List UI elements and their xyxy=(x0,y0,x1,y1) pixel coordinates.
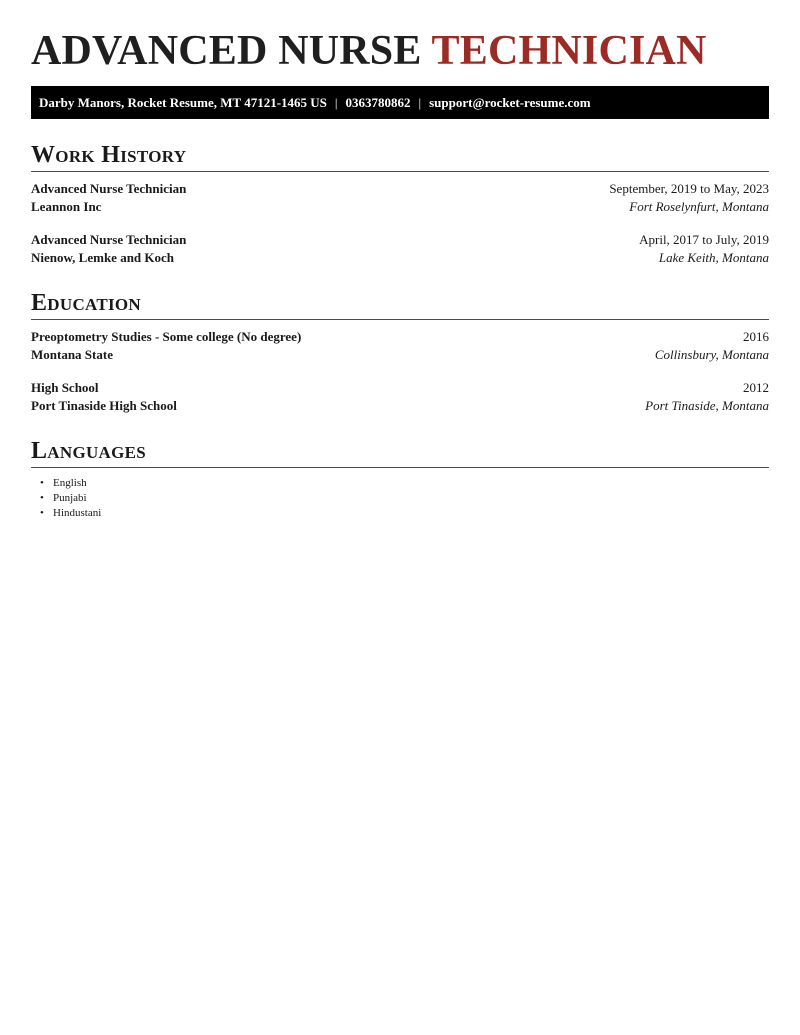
bullet-icon: • xyxy=(40,507,44,519)
education-school: Montana State xyxy=(31,347,113,362)
education-section xyxy=(31,289,769,415)
contact-address: Darby Manors, Rocket Resume, MT 47121-1465 US xyxy=(39,95,327,110)
education-entry xyxy=(31,328,769,364)
contact-phone: 0363780862 xyxy=(345,95,411,110)
title-primary: ADVANCED NURSE xyxy=(31,28,422,74)
work-entry xyxy=(31,180,769,216)
bullet-icon: • xyxy=(40,477,44,489)
language-label: Punjabi xyxy=(53,492,87,504)
contact-bar xyxy=(31,86,769,119)
language-item xyxy=(40,476,769,491)
resume-title xyxy=(31,0,769,74)
bullet-icon: • xyxy=(40,492,44,504)
job-role: Advanced Nurse Technician xyxy=(31,232,187,247)
languages-heading: Languages xyxy=(31,437,769,468)
education-entry xyxy=(31,379,769,415)
contact-separator: | xyxy=(334,95,338,110)
job-dates: September, 2019 to May, 2023 xyxy=(609,181,769,196)
job-dates: April, 2017 to July, 2019 xyxy=(639,232,769,247)
job-location: Fort Roselynfurt, Montana xyxy=(629,199,769,214)
work-history-section xyxy=(31,141,769,267)
job-company: Leannon Inc xyxy=(31,199,102,214)
language-item xyxy=(40,506,769,521)
language-label: Hindustani xyxy=(53,507,102,519)
education-location: Port Tinaside, Montana xyxy=(645,398,769,413)
title-accent: TECHNICIAN xyxy=(431,28,707,74)
contact-separator: | xyxy=(418,95,422,110)
languages-section xyxy=(31,437,769,521)
work-history-heading: Work History xyxy=(31,141,769,172)
education-degree: Preoptometry Studies - Some college (No degree) xyxy=(31,329,302,344)
job-company: Nienow, Lemke and Koch xyxy=(31,250,175,265)
education-degree: High School xyxy=(31,380,99,395)
language-item xyxy=(40,491,769,506)
language-label: English xyxy=(53,477,87,489)
job-location: Lake Keith, Montana xyxy=(658,250,769,265)
job-role: Advanced Nurse Technician xyxy=(31,181,187,196)
education-heading: Education xyxy=(31,289,769,320)
contact-email: support@rocket-resume.com xyxy=(429,95,591,110)
education-location: Collinsbury, Montana xyxy=(654,347,769,362)
work-entry xyxy=(31,231,769,267)
education-year: 2016 xyxy=(743,329,769,344)
education-school: Port Tinaside High School xyxy=(31,398,177,413)
languages-list xyxy=(31,476,769,521)
education-year: 2012 xyxy=(743,380,769,395)
